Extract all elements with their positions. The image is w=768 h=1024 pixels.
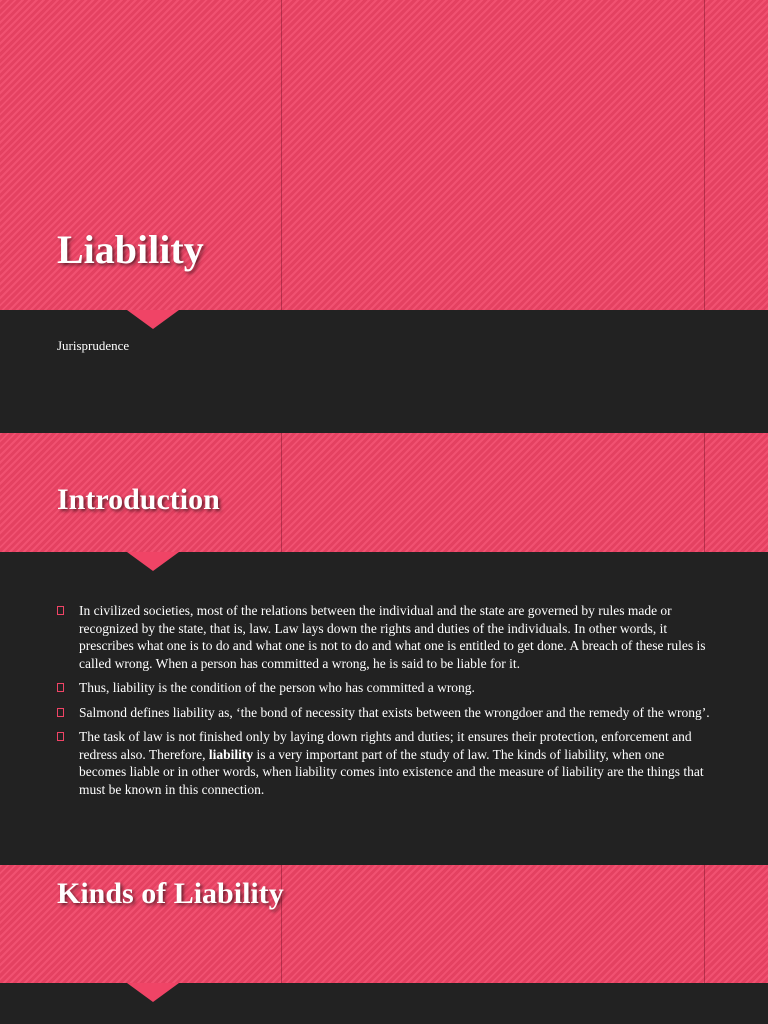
title-band [0, 0, 768, 310]
bullet-list [57, 602, 712, 805]
bullet-text: Thus, liability is the condition of the person who has committed a wrong. [79, 680, 475, 695]
list-item [57, 728, 712, 798]
notch-arrow [127, 310, 179, 329]
title-band [0, 865, 768, 983]
slide-title [0, 0, 768, 433]
divider-line [704, 865, 705, 983]
slide-title-heading: Liability [57, 227, 204, 272]
divider-line [281, 0, 282, 310]
content-panel [0, 983, 768, 1024]
slide-heading: Kinds of Liability [57, 877, 284, 910]
bullet-text: The task of law is not finished only by laying down rights and duties; it ensures their protection, enforcement and redress also. Therefore, [79, 729, 692, 762]
bullet-text: Salmond defines liability as, ‘the bond of necessity that exists between the wrongdoer and the remedy of the wrong’. [79, 704, 710, 720]
divider-line [704, 433, 705, 552]
list-item [57, 679, 712, 697]
list-item [57, 602, 712, 672]
square-bullet-icon [57, 683, 64, 692]
subtitle-panel [0, 310, 768, 433]
slide-subtitle: Jurisprudence [57, 338, 130, 353]
square-bullet-icon [57, 606, 64, 615]
divider-line [281, 433, 282, 552]
slide-introduction [0, 433, 768, 865]
bullet-bold-term: liability [208, 746, 254, 762]
slide-kinds-of-liability [0, 865, 768, 1024]
square-bullet-icon [57, 732, 64, 741]
bullet-text: In civilized societies, most of the relations between the individual and the state are governed by rules made or recognized by the state, that is, law. Law lays down the rights and duties of the individuals. In other words, it prescribes what one is to do and what one is not to do and what one is entitled to get done. A breach of these rules is called wrong. When a person has committed a wrong, he is said to be liable for it. [79, 603, 706, 671]
square-bullet-icon [57, 708, 64, 717]
list-item [57, 704, 712, 722]
title-band [0, 433, 768, 552]
notch-arrow [127, 983, 179, 1002]
content-panel [0, 552, 768, 865]
notch-arrow [127, 552, 179, 571]
bullet-text: is a very important part of the study of law. The kinds of liability, when one becomes liable or in other words, when liability comes into existence and the measure of liability are the things that must be known in this connection. [79, 746, 704, 797]
slide-heading: Introduction [57, 483, 220, 516]
divider-line [704, 0, 705, 310]
